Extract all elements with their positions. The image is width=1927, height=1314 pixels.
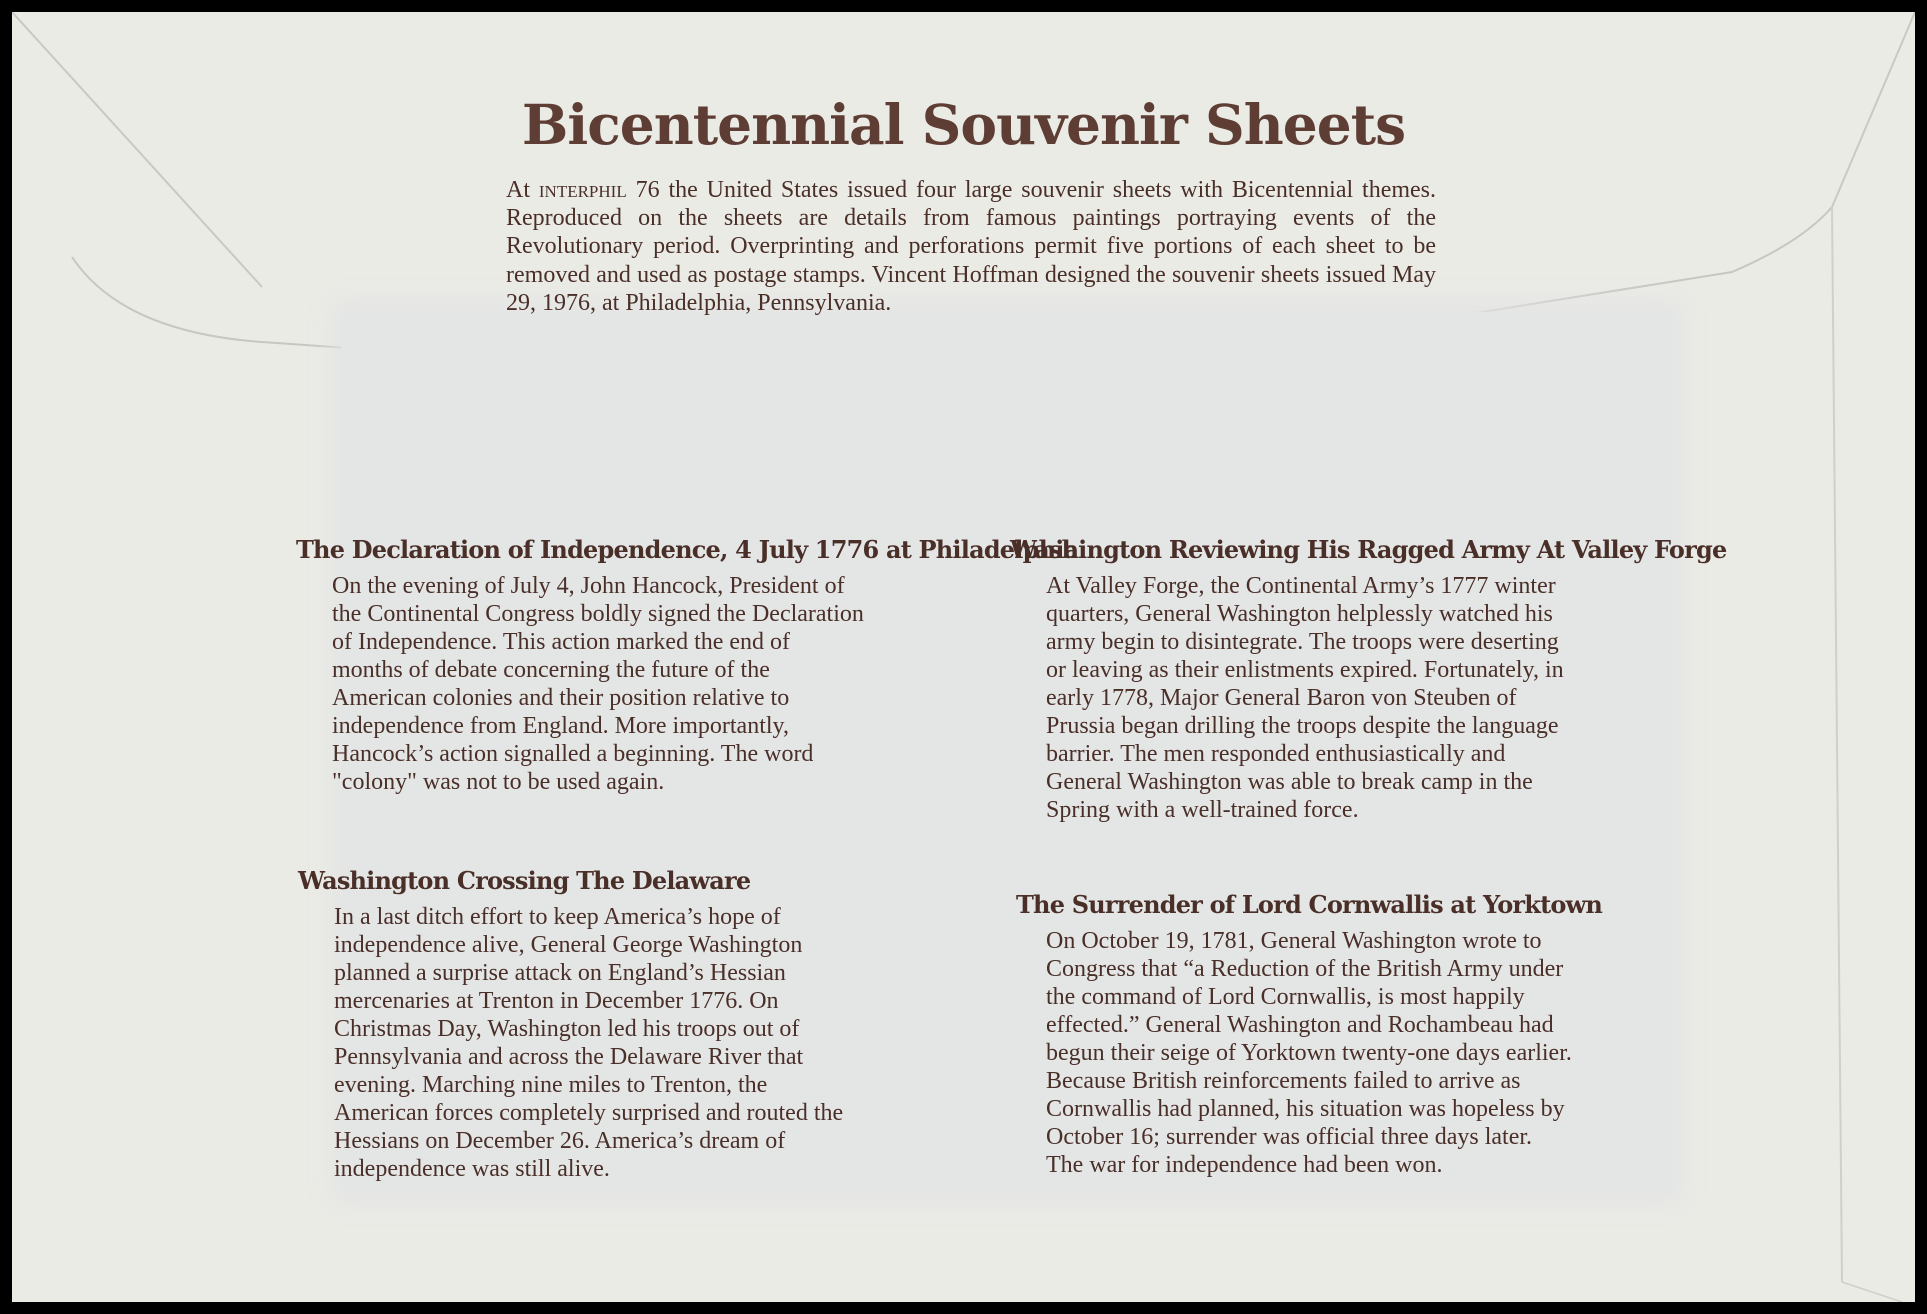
body-line: October 16; surrender was official three days later. [1046, 1124, 1533, 1150]
intro-paragraph [506, 176, 1436, 317]
body-line: barrier. The men responded enthusiastically and [1046, 741, 1506, 767]
body-line: the Continental Congress boldly signed the Declaration [332, 601, 864, 627]
body-line: On October 19, 1781, General Washington wrote to [1046, 928, 1542, 954]
body-line: of Independence. This action marked the end of [332, 629, 791, 655]
section-declaration [296, 535, 1078, 796]
body-line: evening. Marching nine miles to Trenton, the [334, 1072, 768, 1098]
section-heading: Washington Crossing The Delaware [298, 866, 751, 895]
body-line: army begin to disintegrate. The troops were deserting [1046, 629, 1559, 655]
section-crossing-delaware [298, 866, 843, 1183]
body-line: independence from England. More importantly, [332, 713, 789, 739]
body-line: The war for independence had been won. [1046, 1152, 1443, 1178]
body-line: Hessians on December 26. America’s dream of [334, 1128, 786, 1154]
body-line: quarters, General Washington helplessly watched his [1046, 601, 1553, 627]
body-line: mercenaries at Trenton in December 1776. On [334, 988, 779, 1014]
body-line: effected.” General Washington and Rochambeau had [1046, 1012, 1554, 1038]
body-line: Cornwallis had planned, his situation was hopeless by [1046, 1096, 1565, 1122]
section-heading: The Declaration of Independence, 4 July 1776 at Philadelphia [296, 535, 1079, 564]
body-line: independence was still alive. [334, 1156, 610, 1182]
body-line: months of debate concerning the future of the [332, 657, 770, 683]
body-line: Pennsylvania and across the Delaware River that [334, 1044, 804, 1070]
section-valley-forge [1010, 535, 1726, 824]
body-line: American forces completely surprised and routed the [334, 1100, 844, 1126]
body-line: the command of Lord Cornwallis, is most happily [1046, 984, 1525, 1010]
body-line: or leaving as their enlistments expired. Fortunately, in [1046, 657, 1564, 683]
body-line: General Washington was able to break camp in the [1046, 769, 1533, 795]
page-title: Bicentennial Souvenir Sheets [521, 92, 1406, 157]
body-line: At Valley Forge, the Continental Army’s 1777 winter [1046, 573, 1556, 599]
body-line: Hancock’s action signalled a beginning. The word [332, 741, 814, 767]
body-line: Spring with a well-trained force. [1046, 797, 1359, 823]
body-line: On the evening of July 4, John Hancock, President of [332, 573, 845, 599]
body-line: early 1778, Major General Baron von Steuben of [1046, 685, 1517, 711]
body-line: Prussia began drilling the troops despite the language [1046, 713, 1559, 739]
section-body [334, 903, 843, 1183]
body-line: Congress that “a Reduction of the British Army under [1046, 956, 1564, 982]
section-cornwallis [1016, 890, 1602, 1179]
body-line: Because British reinforcements failed to arrive as [1046, 1068, 1521, 1094]
intro-text: 76 the United States issued four large souvenir sheets with Bicentennial themes. Reproduced on the sheets are details from famous paintings portraying events of the Revolutionary period. Overprinting and perforations permit five portions of each sheet to be removed and used as postage stamps. Vincent Hoffman designed the souvenir sheets issued May 29, 1976, at Philadelphia, Pennsylvania. [506, 177, 1437, 316]
intro-lead: At [506, 177, 539, 203]
body-line: In a last ditch effort to keep America’s hope of [334, 904, 781, 930]
section-heading: The Surrender of Lord Cornwallis at Yorktown [1016, 890, 1603, 919]
section-body [1046, 572, 1726, 824]
section-body [332, 572, 1078, 796]
body-line: "colony" was not to be used again. [332, 769, 665, 795]
section-heading: Washington Reviewing His Ragged Army At Valley Forge [1010, 535, 1727, 564]
body-line: planned a surprise attack on England’s Hessian [334, 960, 786, 986]
body-line: begun their seige of Yorktown twenty-one days earlier. [1046, 1040, 1572, 1066]
body-line: Christmas Day, Washington led his troops out of [334, 1016, 800, 1042]
intro-event: interphil [538, 177, 627, 203]
body-line: American colonies and their position relative to [332, 685, 790, 711]
body-line: independence alive, General George Washington [334, 932, 803, 958]
section-body [1046, 927, 1602, 1179]
